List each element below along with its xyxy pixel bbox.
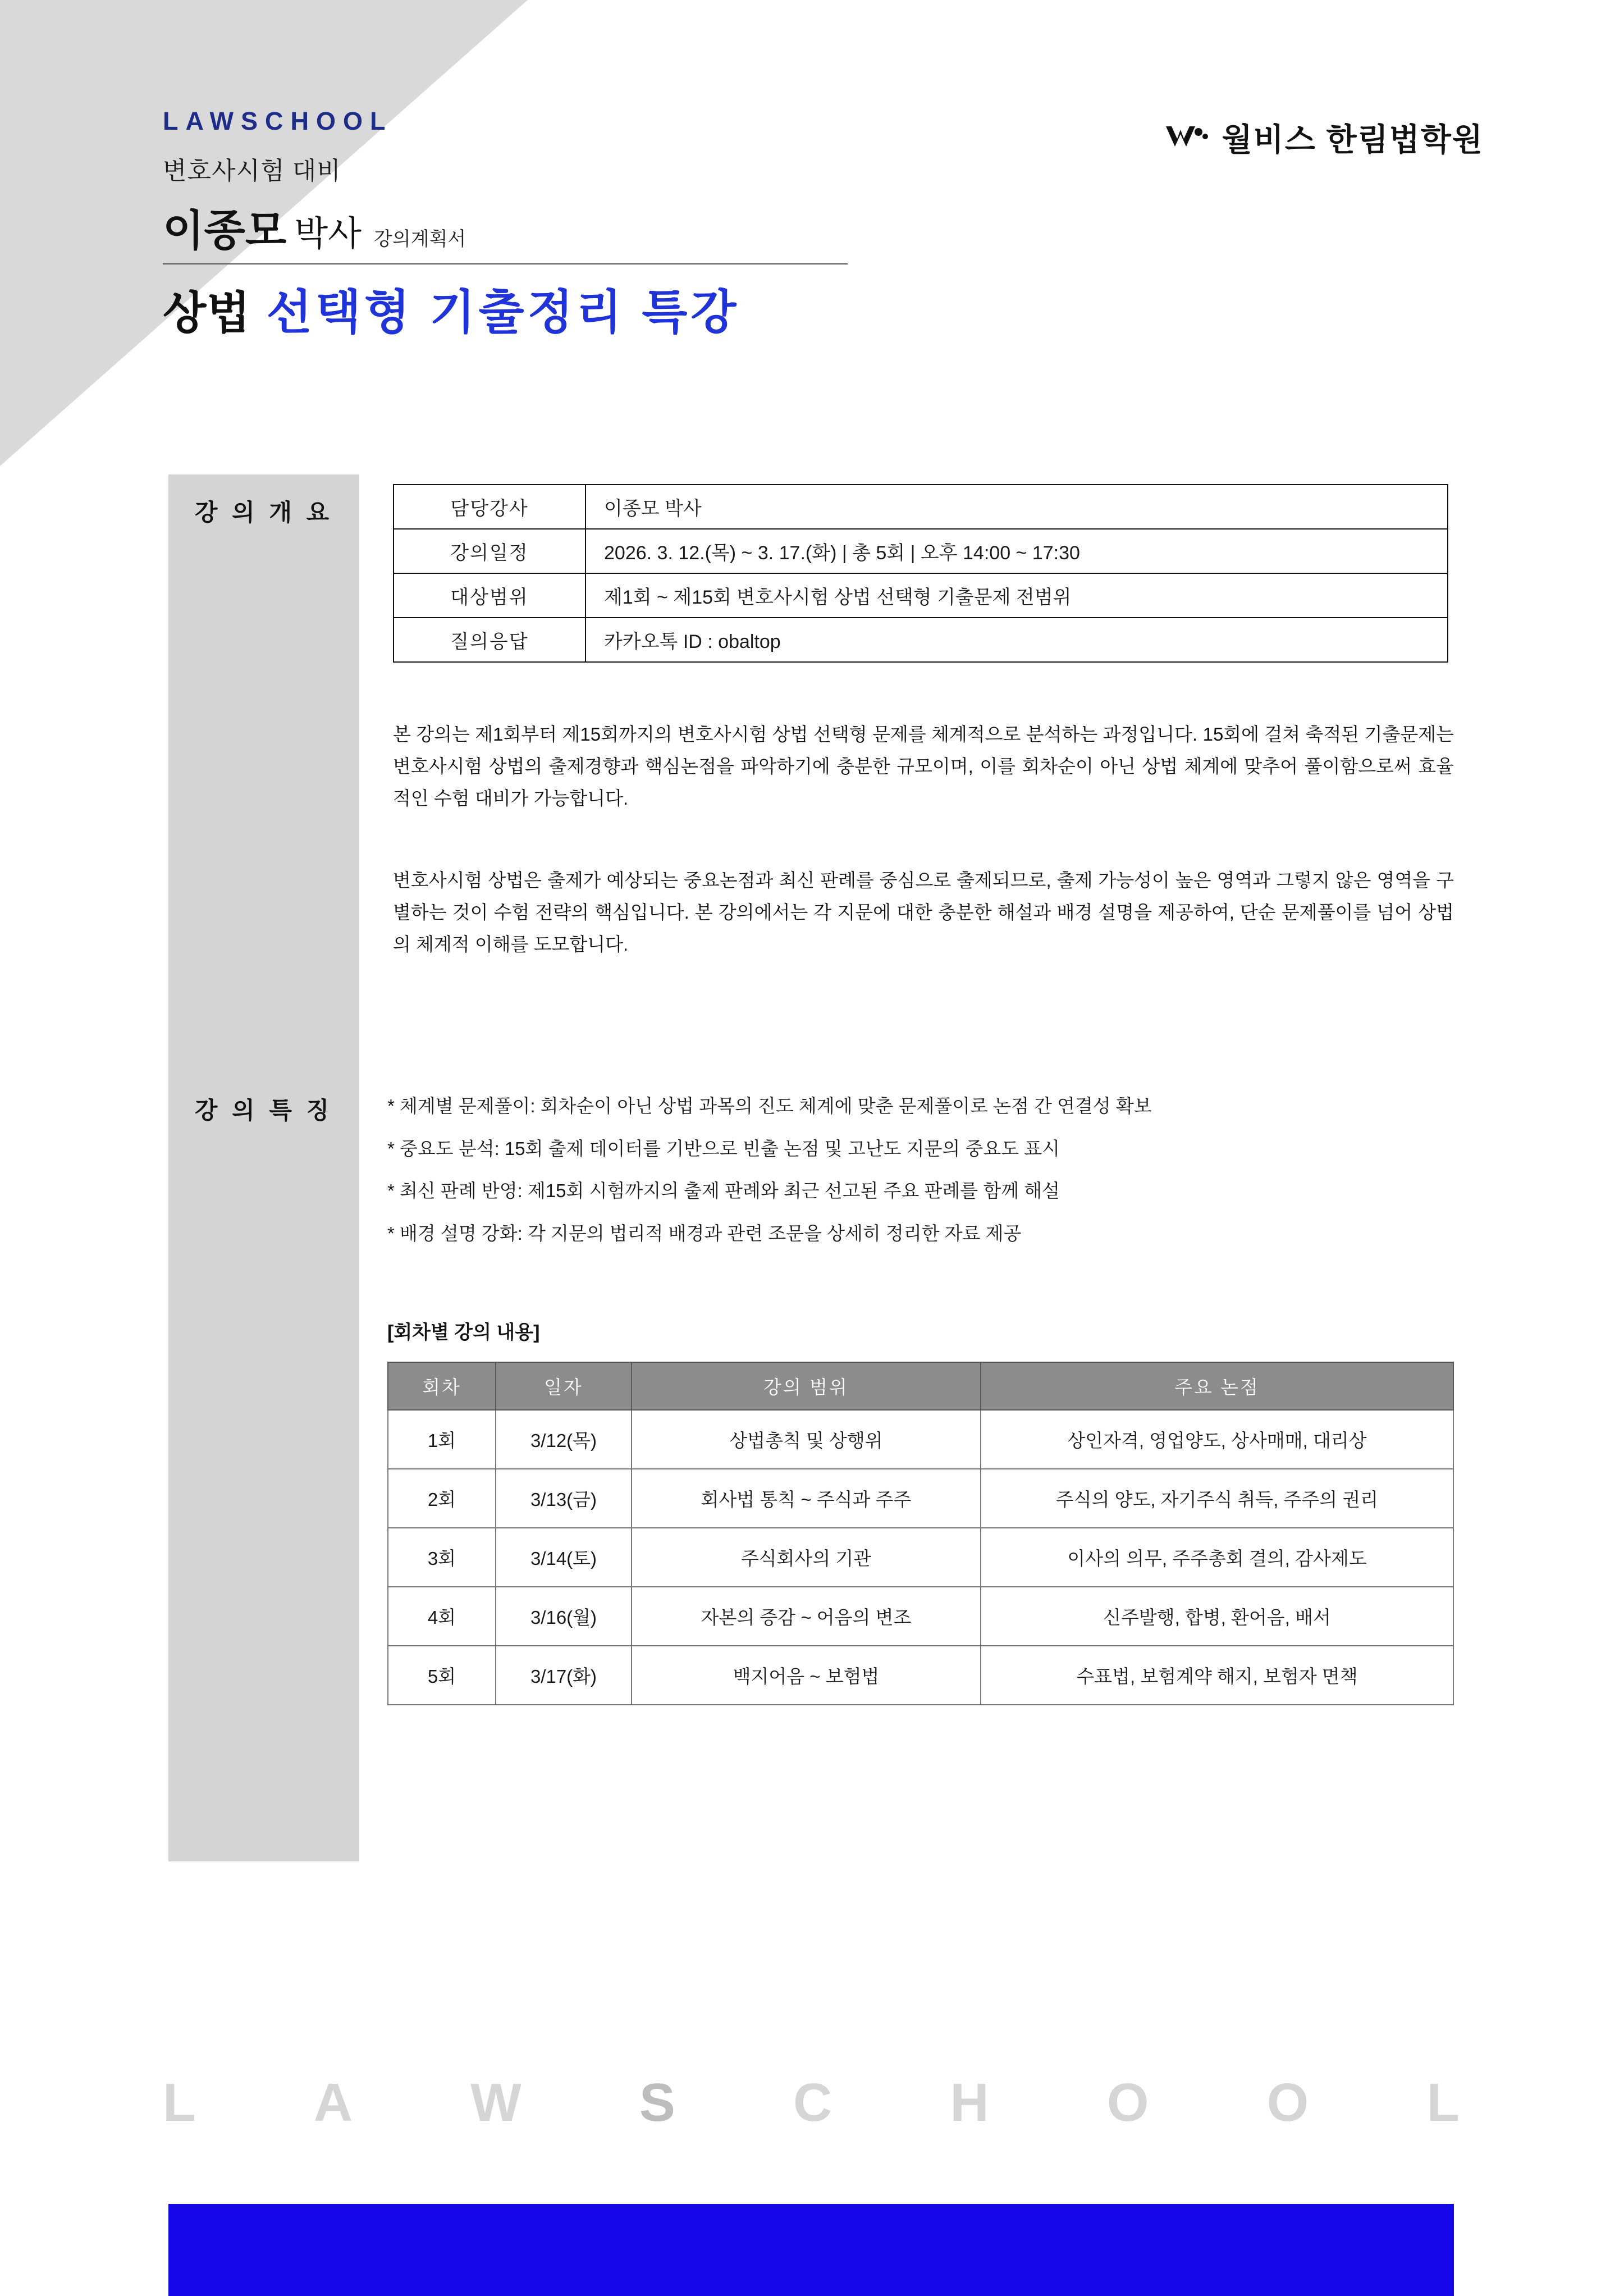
footer-color-bar	[168, 2204, 1454, 2296]
cell-scope: 주식회사의 기관	[632, 1528, 981, 1587]
schedule-heading: [회차별 강의 내용]	[387, 1322, 540, 1343]
column-header-round: 회차	[388, 1362, 496, 1410]
overview-key: 대상범위	[394, 573, 585, 618]
feature-item: * 최신 판례 반영: 제15회 시험까지의 출제 판례와 최근 선고된 주요 판례를 함께 해설	[387, 1180, 1060, 1202]
cell-round: 3회	[388, 1528, 496, 1587]
overview-table	[393, 484, 1448, 663]
footer-letter: O	[1266, 2073, 1309, 2133]
wolbis-logo-mark-icon	[1164, 121, 1212, 154]
footer-letter: L	[1426, 2073, 1460, 2133]
table-row	[388, 1469, 1453, 1528]
overview-value: 카카오톡 ID : obaltop	[585, 618, 1448, 662]
cell-scope: 백지어음 ~ 보험법	[632, 1646, 981, 1705]
cell-date: 3/17(화)	[496, 1646, 632, 1705]
section-label-overview: 강 의 개 요	[194, 499, 333, 526]
overview-key: 질의응답	[394, 618, 585, 662]
table-row	[394, 485, 1448, 529]
lecturer-title: 박사	[294, 214, 362, 253]
column-header-topics: 주요 논점	[981, 1362, 1453, 1410]
footer-letter: A	[313, 2073, 353, 2133]
cell-topics: 상인자격, 영업양도, 상사매매, 대리상	[981, 1410, 1453, 1469]
cell-topics: 주식의 양도, 자기주식 취득, 주주의 권리	[981, 1469, 1453, 1528]
footer-letter: H	[950, 2073, 989, 2133]
lecturer-row	[163, 197, 1465, 258]
column-header-scope: 강의 범위	[632, 1362, 981, 1410]
cell-date: 3/14(토)	[496, 1528, 632, 1587]
cell-round: 1회	[388, 1410, 496, 1469]
overview-paragraph-1: 본 강의는 제1회부터 제15회까지의 변호사시험 상법 선택형 문제를 체계적으로 분석하는 과정입니다. 15회에 걸쳐 축적된 기출문제는 변호사시험 상법의 출제경향과 핵심논점을 파악하기에 충분한 규모이며, 이를 회차순이 아닌 상법 체계에 맞추어 풀이함으로써 효율적인 수험 대비가 가능합니다.	[393, 724, 1454, 809]
lawschool-wordmark: LAWSCHOOL	[163, 107, 393, 135]
overview-key: 담당강사	[394, 485, 585, 529]
footer-letter: O	[1106, 2073, 1149, 2133]
cell-date: 3/12(목)	[496, 1410, 632, 1469]
footer-letter: C	[793, 2073, 832, 2133]
overview-value: 2026. 3. 12.(목) ~ 3. 17.(화) | 총 5회 | 오후 14:00 ~ 17:30	[585, 529, 1448, 573]
cell-round: 5회	[388, 1646, 496, 1705]
brand-logo	[1164, 115, 1484, 160]
section-label-features: 강 의 특 징	[194, 1097, 333, 1124]
table-row	[394, 573, 1448, 618]
cell-topics: 신주발행, 합병, 환어음, 배서	[981, 1587, 1453, 1646]
cell-date: 3/16(월)	[496, 1587, 632, 1646]
table-row	[394, 529, 1448, 573]
feature-item: * 체계별 문제풀이: 회차순이 아닌 상법 과목의 진도 체계에 맞춘 문제풀이로 논점 간 연결성 확보	[387, 1095, 1152, 1116]
cell-topics: 이사의 의무, 주주총회 결의, 감사제도	[981, 1528, 1453, 1587]
overview-paragraph-2: 변호사시험 상법은 출제가 예상되는 중요논점과 최신 판례를 중심으로 출제되므로, 출제 가능성이 높은 영역과 그렇지 않은 영역을 구별하는 것이 수험 전략의 핵심입니다. 본 강의에서는 각 지문에 대한 충분한 해설과 배경 설명을 제공하여, 단순 문제풀이를 넘어 상법의 체계적 이해를 도모합니다.	[393, 870, 1454, 955]
feature-list	[387, 1095, 1454, 1265]
table-row	[388, 1587, 1453, 1646]
header-divider	[163, 263, 848, 264]
cell-scope: 회사법 통칙 ~ 주식과 주주	[632, 1469, 981, 1528]
course-title	[163, 275, 1465, 343]
footer-letter: L	[163, 2073, 196, 2133]
lecturer-name: 이종모	[163, 207, 287, 255]
left-grey-rail	[168, 474, 359, 1861]
table-row	[388, 1410, 1453, 1469]
course-title-highlight: 선택형 기출정리 특강	[266, 286, 740, 339]
overview-value: 제1회 ~ 제15회 변호사시험 상법 선택형 기출문제 전범위	[585, 573, 1448, 618]
overview-key: 강의일정	[394, 529, 585, 573]
footer-letter: S	[639, 2073, 675, 2133]
footer-letter: W	[470, 2073, 521, 2133]
overview-value: 이종모 박사	[585, 485, 1448, 529]
footer-watermark	[163, 2072, 1460, 2134]
schedule-table	[387, 1362, 1454, 1705]
cell-topics: 수표법, 보험계약 해지, 보험자 면책	[981, 1646, 1453, 1705]
feature-item: * 배경 설명 강화: 각 지문의 법리적 배경과 관련 조문을 상세히 정리한 자료 제공	[387, 1222, 1022, 1244]
column-header-date: 일자	[496, 1362, 632, 1410]
feature-item: * 중요도 분석: 15회 출제 데이터를 기반으로 빈출 논점 및 고난도 지문의 중요도 표시	[387, 1138, 1060, 1159]
cell-round: 4회	[388, 1587, 496, 1646]
brand-name: 월비스 한림법학원	[1222, 122, 1484, 157]
cell-round: 2회	[388, 1469, 496, 1528]
exam-prep-label: 변호사시험 대비	[163, 157, 341, 185]
lecture-plan-label: 강의계획서	[374, 229, 466, 250]
cell-date: 3/13(금)	[496, 1469, 632, 1528]
course-subject: 상법	[163, 288, 251, 338]
table-header-row	[388, 1362, 1453, 1410]
cell-scope: 상법총칙 및 상행위	[632, 1410, 981, 1469]
table-row	[394, 618, 1448, 662]
table-row	[388, 1528, 1453, 1587]
table-row	[388, 1646, 1453, 1705]
cell-scope: 자본의 증감 ~ 어음의 변조	[632, 1587, 981, 1646]
